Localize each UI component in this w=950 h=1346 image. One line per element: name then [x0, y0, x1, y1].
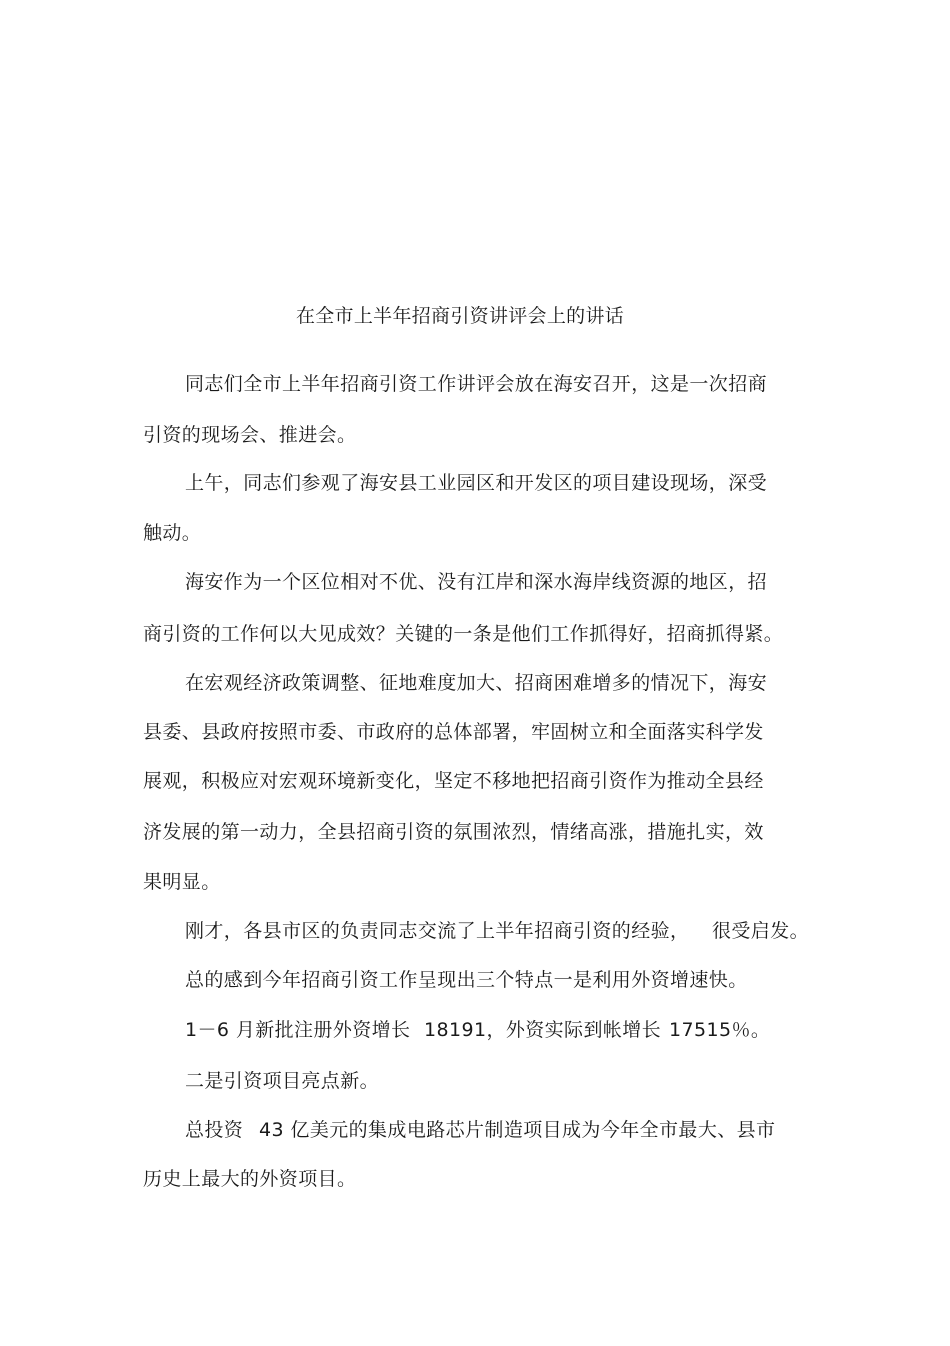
paragraph-line: 1－6 月新批注册外资增长 [185, 1019, 411, 1041]
paragraph-line: 刚才，各县市区的负责同志交流了上半年招商引资的经验， [185, 920, 690, 942]
paragraph-line: 县委、县政府按照市委、市政府的总体部署，牢固树立和全面落实科学发 [143, 721, 764, 743]
paragraph-line: 济发展的第一动力，全县招商引资的氛围浓烈，情绪高涨，措施扎实，效 [143, 821, 764, 843]
paragraph-line: 触动。 [143, 522, 202, 544]
paragraph-line: 果明显。 [143, 871, 221, 893]
paragraph-line: 在宏观经济政策调整、征地难度加大、招商困难增多的情况下，海安 [185, 672, 768, 694]
paragraph-line: 43 亿美元的集成电路芯片制造项目成为今年全市最大、县市 [259, 1119, 776, 1141]
paragraph-line: 商引资的工作何以大见成效？关键的一条是他们工作抓得好，招商抓得紧。 [143, 623, 784, 645]
paragraph-line: 上午，同志们参观了海安县工业园区和开发区的项目建设现场，深受 [185, 472, 768, 494]
paragraph-line: 展观，积极应对宏观环境新变化，坚定不移地把招商引资作为推动全县经 [143, 770, 764, 792]
document-title: 在全市上半年招商引资讲评会上的讲话 [295, 305, 625, 327]
paragraph-line: 很受启发。 [712, 920, 810, 942]
paragraph-line: 同志们全市上半年招商引资工作讲评会放在海安召开，这是一次招商 [185, 373, 768, 395]
paragraph-line: 引资的现场会、推进会。 [143, 424, 357, 446]
paragraph-line: 18191，外资实际到帐增长 [424, 1019, 662, 1041]
paragraph-line: 总投资 [185, 1119, 244, 1141]
paragraph-line: 二是引资项目亮点新。 [185, 1070, 380, 1092]
paragraph-line: 海安作为一个区位相对不优、没有江岸和深水海岸线资源的地区，招 [185, 571, 768, 593]
paragraph-line: 历史上最大的外资项目。 [143, 1168, 357, 1190]
paragraph-line: 17515％。 [669, 1019, 771, 1041]
paragraph-line: 总的感到今年招商引资工作呈现出三个特点一是利用外资增速快。 [185, 969, 748, 991]
